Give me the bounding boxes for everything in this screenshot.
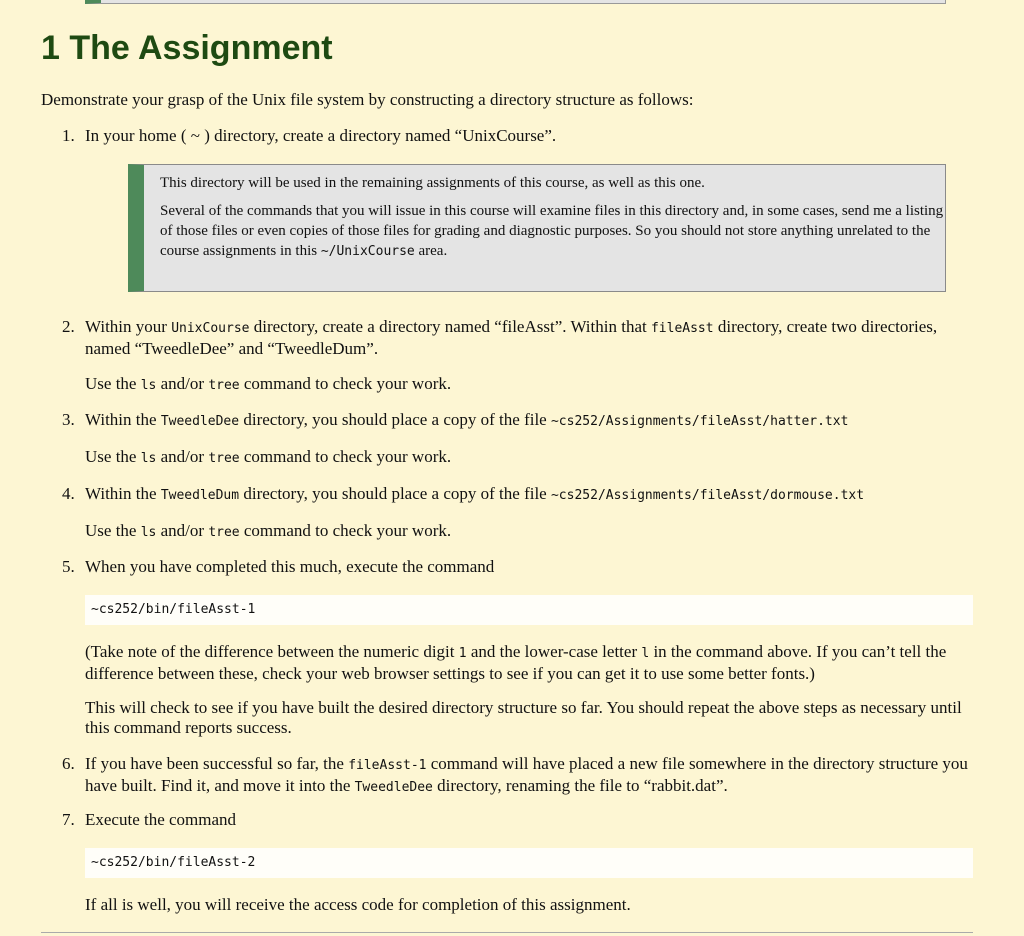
check-info-text: This will check to see if you have built the desired directory structure so far. You should repeat the above steps as necessary until this command reports success. bbox=[85, 698, 962, 737]
item-text: Within your UnixCourse directory, create a directory named “fileAsst”. Within that fileAsst directory, create two directories, named “TweedleDee” and “TweedleDum”. bbox=[85, 317, 938, 358]
section-heading: 1 The Assignment bbox=[41, 29, 333, 67]
final-text: If all is well, you will receive the access code for completion of this assignment. bbox=[85, 895, 631, 914]
item-number: 4. bbox=[62, 484, 75, 503]
item-number: 3. bbox=[62, 410, 75, 429]
command-block-2[interactable]: ~cs252/bin/fileAsst-2 bbox=[85, 848, 973, 878]
item-text: Execute the command bbox=[85, 810, 237, 829]
item-text: If you have been successful so far, the fileAsst-1 command will have placed a new file somewhere in the directory structure you have built. Find it, and move it into the TweedleDee directory, renaming the file to “rabbit.dat”. bbox=[85, 754, 968, 795]
intro-text: Demonstrate your grasp of the Unix file system by constructing a directory structure as follows: bbox=[41, 90, 694, 109]
item-number: 5. bbox=[62, 557, 75, 576]
note-paragraph-1: This directory will be used in the remaining assignments of this course, as well as this one. bbox=[160, 175, 705, 191]
check-work-text: Use the ls and/or tree command to check your work. bbox=[85, 374, 452, 393]
item-text: Within the TweedleDum directory, you should place a copy of the file ~cs252/Assignments/fileAsst/dormouse.txt bbox=[85, 484, 865, 503]
item-text: In your home ( ~ ) directory, create a directory named “UnixCourse”. bbox=[85, 126, 557, 145]
take-note-text: (Take note of the difference between the numeric digit 1 and the lower-case letter l in the command above. If you can’t tell the difference between these, check your web browser settings to see if you can get it to use some better fonts.) bbox=[85, 642, 947, 683]
command-block-1[interactable]: ~cs252/bin/fileAsst-1 bbox=[85, 595, 973, 625]
note-paragraph-2: Several of the commands that you will issue in this course will examine files in this directory and, in some cases, send me a listing of those files or even copies of those files for grading and diagnostic purposes. So you should not store anything unrelated to the course assignments in this ~/UnixCourse area. bbox=[160, 203, 944, 259]
item-number: 6. bbox=[62, 754, 75, 773]
previous-section-box bbox=[85, 0, 946, 4]
item-text: Within the TweedleDee directory, you should place a copy of the file ~cs252/Assignments/fileAsst/hatter.txt bbox=[85, 410, 849, 429]
check-work-text: Use the ls and/or tree command to check your work. bbox=[85, 521, 452, 540]
item-number: 2. bbox=[62, 317, 75, 336]
bottom-divider bbox=[41, 932, 973, 933]
code-path: ~/UnixCourse bbox=[320, 244, 415, 259]
check-work-text: Use the ls and/or tree command to check your work. bbox=[85, 447, 452, 466]
item-number: 7. bbox=[62, 810, 75, 829]
item-number: 1. bbox=[62, 126, 75, 145]
note-box bbox=[128, 164, 946, 292]
item-text: When you have completed this much, execute the command bbox=[85, 557, 495, 576]
